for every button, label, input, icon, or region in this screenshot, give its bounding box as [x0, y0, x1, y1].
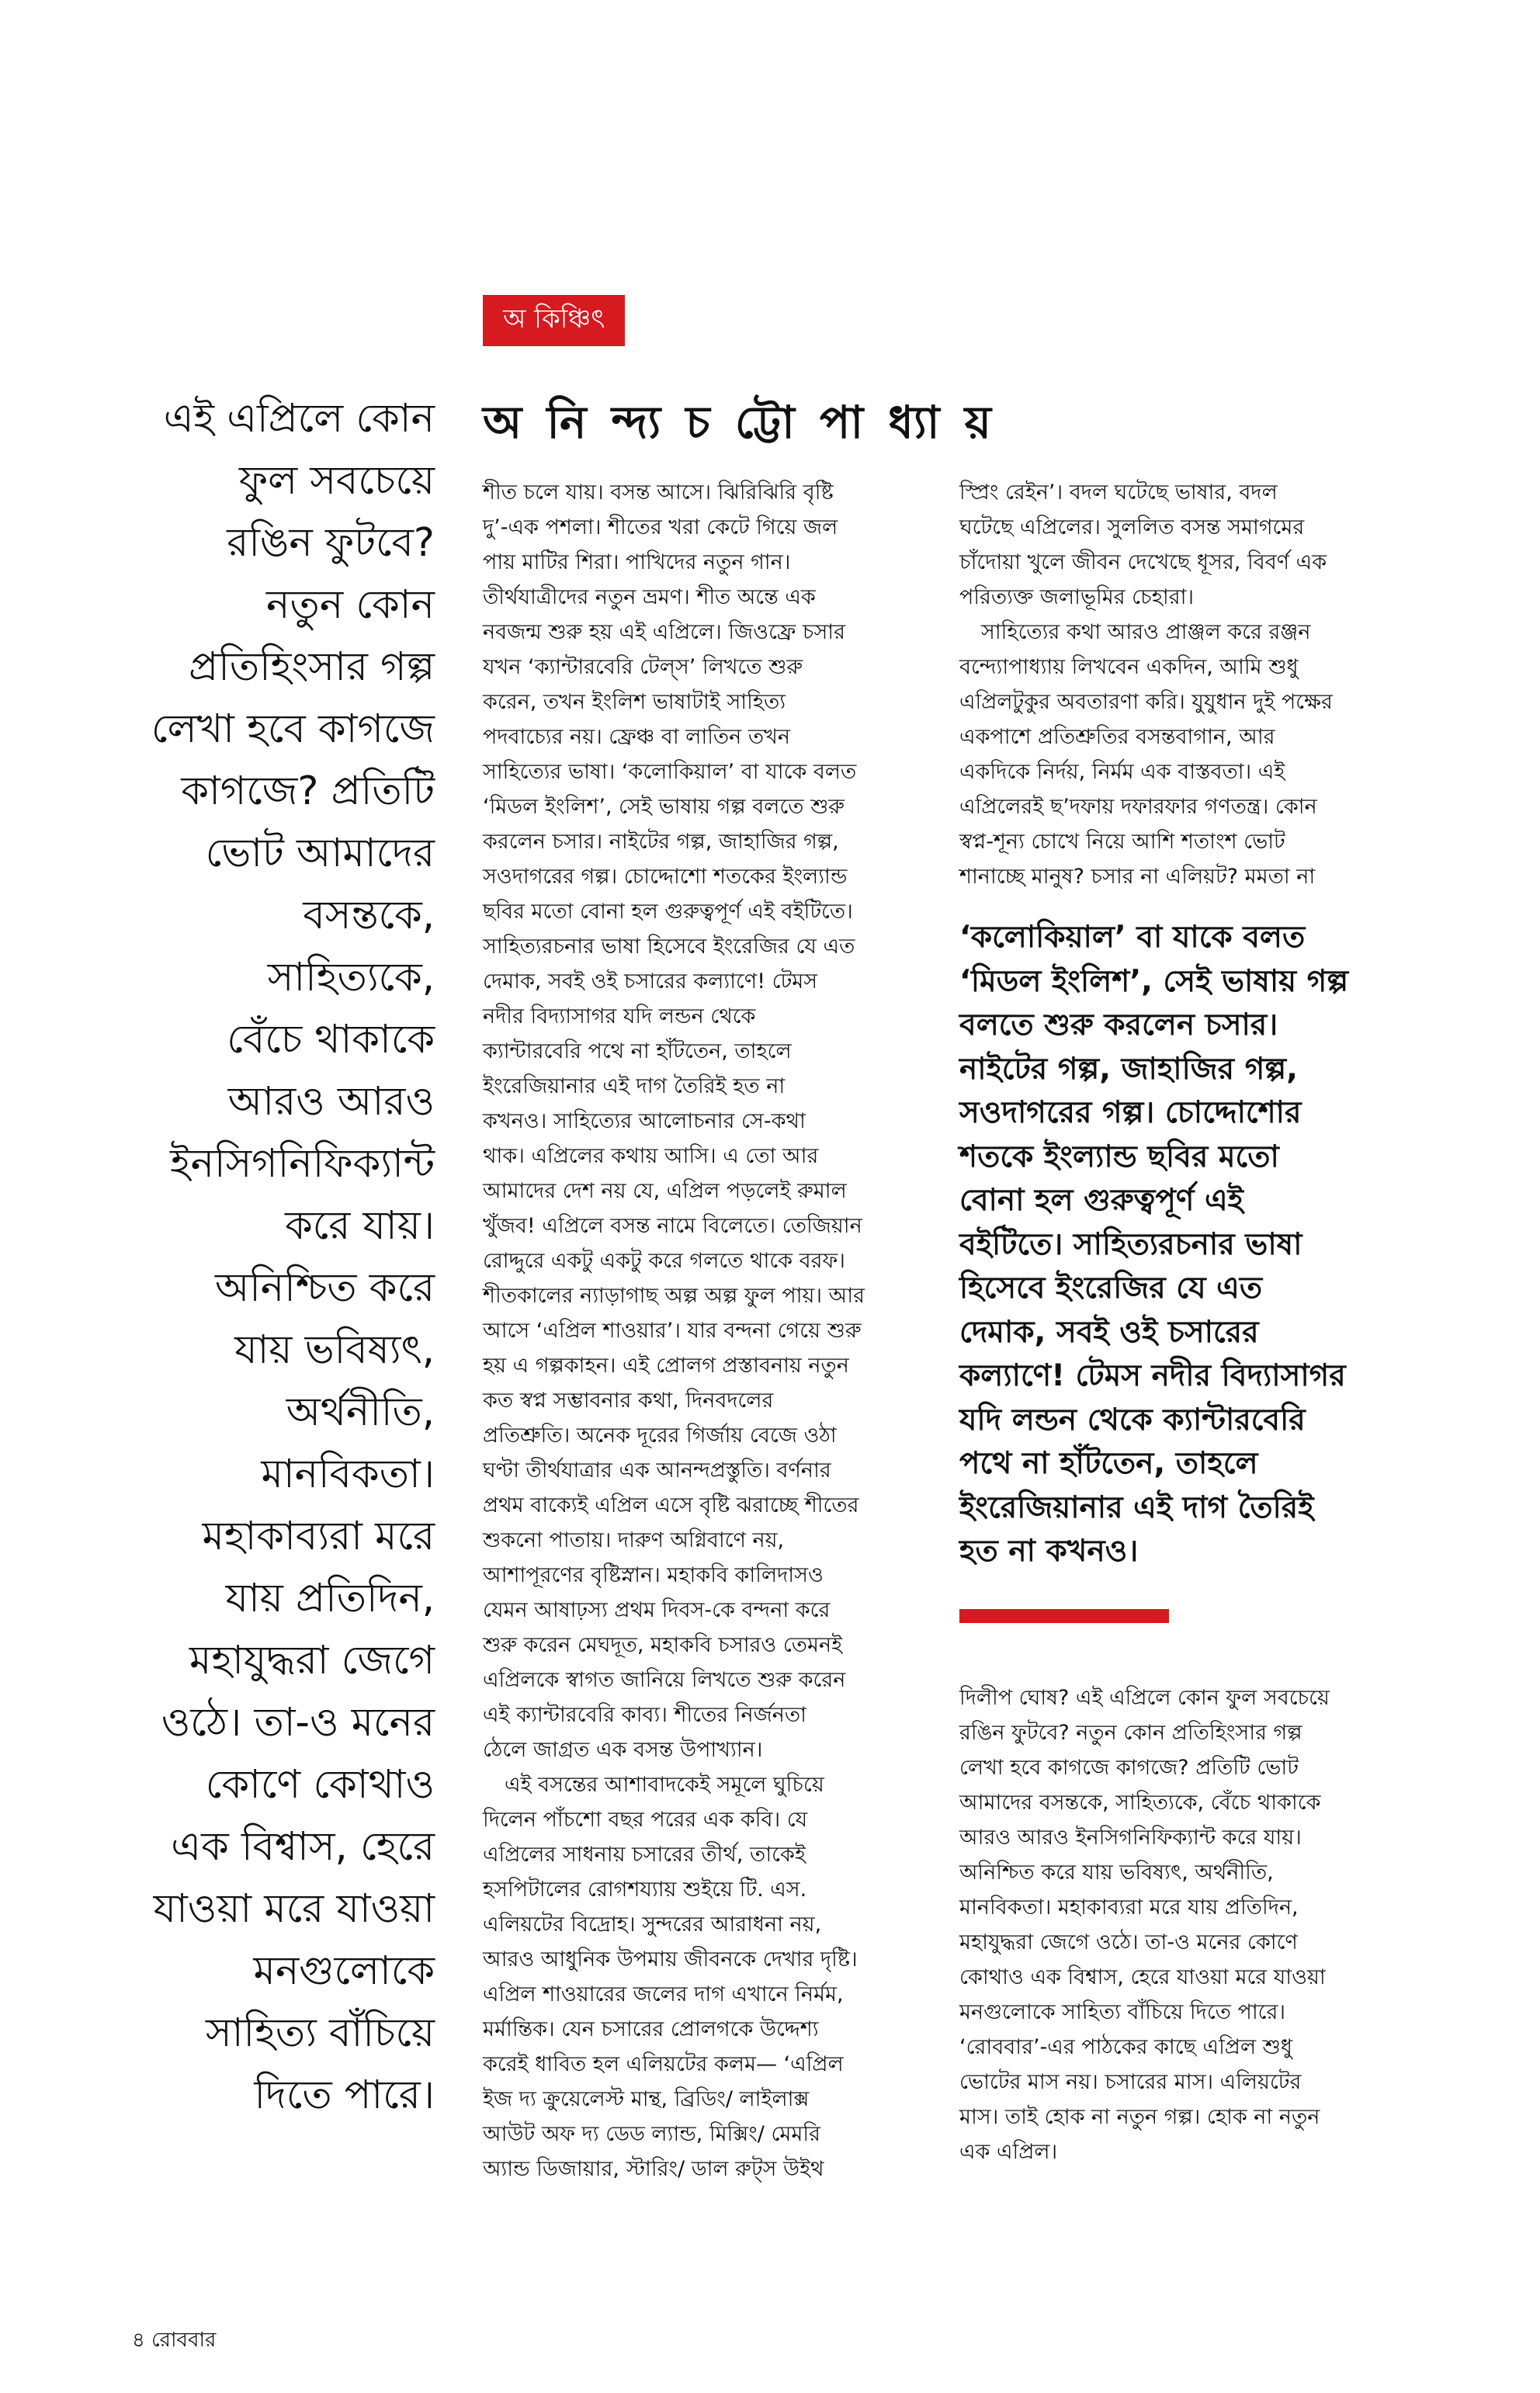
- text-line: চাঁদোয়া খুলে জীবন দেখেছে ধূসর, বিবর্ণ এক: [959, 550, 1327, 574]
- text-line: আমাদের বসন্তকে, সাহিত্যকে, বেঁচে থাকাকে: [959, 1791, 1321, 1815]
- text-line: দেমাক, সবই ওই চসারের: [959, 1314, 1259, 1350]
- text-line: থাক। এপ্রিলের কথায় আসি। এ তো আর: [483, 1144, 819, 1168]
- text-line: বলতে শুরু করলেন চসার।: [959, 1007, 1278, 1042]
- text-line: স্প্রিং রেইন’। বদল ঘটেছে ভাষার, বদল: [959, 480, 1278, 505]
- text-line: ওঠে। তা-ও মনের: [161, 1700, 435, 1746]
- text-line: সাহিত্যের কথা আরও প্রাঞ্জল করে রঞ্জন: [981, 620, 1311, 644]
- text-line: দিলেন পাঁচশো বছর পরের এক কবি। যে: [483, 1808, 808, 1832]
- text-line: নদীর বিদ্যাসাগর যদি লন্ডন থেকে: [483, 1004, 756, 1028]
- text-line: হয় এ গল্পকাহন। এই প্রোলগ প্রস্তাবনায় নতুন: [483, 1354, 849, 1378]
- text-line: নাইটের গল্প, জাহাজির গল্প,: [959, 1051, 1298, 1087]
- text-line: যায় ভবিষ্যৎ,: [234, 1327, 435, 1373]
- text-line: মনগুলোকে সাহিত্য বাঁচিয়ে দিতে পারে।: [959, 2000, 1286, 2024]
- text-line: যদি লন্ডন থেকে ক্যান্টারবেরি: [959, 1402, 1306, 1438]
- text-line: শতকে ইংল্যান্ড ছবির মতো: [959, 1139, 1279, 1174]
- text-line: সওদাগরের গল্প। চোদ্দোশো শতকের ইংল্যান্ড: [483, 865, 848, 889]
- body-column-1: [483, 475, 917, 2187]
- text-line: বন্দ্যোপাধ্যায় লিখবেন একদিন, আমি শুধু: [959, 655, 1299, 679]
- text-line: আরও আরও ইনসিগনিফিক্যান্ট করে যায়।: [959, 1826, 1302, 1850]
- text-line: একপাশে প্রতিশ্রুতির বসন্তবাগান, আর: [959, 725, 1275, 749]
- text-line: কত স্বপ্ন সম্ভাবনার কথা, দিনবদলের: [483, 1389, 774, 1413]
- pull-quote: [959, 916, 1410, 1574]
- text-line: এপ্রিলের সাধনায় চসারের তীর্থ, তাকেই: [483, 1843, 806, 1867]
- text-line: ঘণ্টা তীর্থযাত্রার এক আনন্দপ্রস্তুতি। বর্ণনার: [483, 1458, 831, 1483]
- text-line: শুরু করেন মেঘদূত, মহাকবি চসারও তেমনই: [483, 1633, 843, 1657]
- text-line: এই ক্যান্টারবেরি কাব্য। শীতের নির্জনতা: [483, 1703, 806, 1727]
- text-line: লেখা হবে কাগজে কাগজে? প্রতিটি ভোট: [959, 1756, 1299, 1780]
- text-line: ‘কলোকিয়াল’ বা যাকে বলত: [959, 920, 1306, 955]
- text-line: সাহিত্যকে,: [267, 955, 435, 1001]
- page-folio: ৪ রোববার: [132, 2329, 217, 2352]
- text-line: বসন্তকে,: [303, 893, 435, 938]
- text-line: করেই ধাবিত হল এলিয়টের কলম— ‘এপ্রিল: [483, 2052, 844, 2076]
- text-line: করলেন চসার। নাইটের গল্প, জাহাজির গল্প,: [483, 830, 839, 854]
- text-line: আরও আরও: [227, 1079, 435, 1125]
- text-line: এপ্রিলেরই ছ’দফায় দফারফার গণতন্ত্র। কোন: [959, 795, 1317, 819]
- text-line: ঠেলে জাগ্রত এক বসন্ত উপাখ্যান।: [483, 1738, 763, 1762]
- text-line: ইনসিগনিফিক্যান্ট: [170, 1141, 435, 1187]
- text-line: মহাযুদ্ধরা জেগে: [189, 1638, 435, 1684]
- text-line: কোণে কোথাও: [205, 1762, 435, 1808]
- text-line: পরিত্যক্ত জলাভূমির চেহারা।: [959, 585, 1195, 609]
- text-line: নবজন্ম শুরু হয় এই এপ্রিলে। জিওফ্রে চসার: [483, 620, 845, 644]
- text-line: তীর্থযাত্রীদের নতুন ভ্রমণ। শীত অন্তে এক: [483, 585, 816, 609]
- text-line: মনগুলোকে: [253, 1948, 435, 1994]
- text-line: ‘মিডল ইংলিশ’, সেই ভাষায় গল্প: [959, 963, 1349, 999]
- text-line: অ্যান্ড ডিজায়ার, স্টারিং/ ডাল রুট্‌স উইথ: [483, 2157, 824, 2181]
- text-line: বেঁচে থাকাকে: [227, 1017, 435, 1063]
- text-line: দিলীপ ঘোষ? এই এপ্রিলে কোন ফুল সবচেয়ে: [959, 1686, 1330, 1710]
- text-line: দিতে পারে।: [254, 2072, 435, 2118]
- text-line: মহাযুদ্ধরা জেগে ওঠে। তা-ও মনের কোণে: [959, 1930, 1298, 1954]
- text-line: হিসেবে ইংরেজির যে এত: [959, 1271, 1263, 1306]
- text-line: ‘রোববার’-এর পাঠকের কাছে এপ্রিল শুধু: [959, 2035, 1293, 2059]
- text-line: কল্যাণে! টেমস নদীর বিদ্যাসাগর: [959, 1358, 1346, 1393]
- text-line: এক এপ্রিল।: [959, 2140, 1058, 2164]
- text-line: আরও আধুনিক উপমায় জীবনকে দেখার দৃষ্টি।: [483, 1947, 858, 1972]
- text-line: সাহিত্য বাঁচিয়ে: [206, 2010, 435, 2056]
- text-line: ফুল সবচেয়ে: [238, 458, 435, 504]
- text-line: শীত চলে যায়। বসন্ত আসে। ঝিরিঝিরি বৃষ্টি: [483, 480, 834, 505]
- side-quote: [132, 388, 435, 2127]
- text-line: সাহিত্যরচনার ভাষা হিসেবে ইংরেজির যে এত: [483, 935, 855, 959]
- text-line: হত না কখনও।: [959, 1534, 1139, 1569]
- text-line: কাগজে? প্রতিটি: [181, 768, 435, 814]
- text-line: ছবির মতো বোনা হল গুরুত্বপূর্ণ এই বইটিতে।: [483, 900, 853, 924]
- text-line: মানবিকতা।: [261, 1451, 435, 1497]
- section-tag: অ কিঞ্চিৎ: [483, 295, 625, 346]
- text-line: ঘটেছে এপ্রিলের। সুললিত বসন্ত সমাগমের: [959, 515, 1305, 539]
- text-line: এপ্রিলটুকুর অবতারণা করি। যুযুধান দুই পক্ষের: [959, 690, 1333, 714]
- body-column-2: [959, 475, 1402, 894]
- text-line: পদবাচ্যের নয়। ফ্রেঞ্চ বা লাতিন তখন: [483, 725, 790, 749]
- text-line: বোনা হল গুরুত্বপূর্ণ এই: [959, 1183, 1243, 1218]
- text-line: কোথাও এক বিশ্বাস, হেরে যাওয়া মরে যাওয়া: [959, 1965, 1326, 1989]
- text-line: খুঁজব! এপ্রিলে বসন্ত নামে বিলেতে। তেজিয়ান: [483, 1214, 862, 1238]
- text-line: আসে ‘এপ্রিল শাওয়ার’। যার বন্দনা গেয়ে শুরু: [483, 1319, 862, 1343]
- text-line: শীতকালের ন্যাড়াগাছ অল্প অল্প ফুল পায়। আর: [483, 1284, 865, 1308]
- body-column-3: [959, 1680, 1402, 2169]
- text-line: নতুন কোন: [266, 582, 435, 628]
- text-line: করেন, তখন ইংলিশ ভাষাটাই সাহিত্য: [483, 690, 786, 714]
- text-line: মহাকাব্যরা মরে: [202, 1514, 435, 1559]
- text-line: লেখা হবে কাগজে: [151, 706, 435, 752]
- text-line: সওদাগরের গল্প। চোদ্দোশোর: [959, 1095, 1302, 1130]
- text-line: মানবিকতা। মহাকাব্যরা মরে যায় প্রতিদিন,: [959, 1895, 1299, 1920]
- text-line: মর্মান্তিক। যেন চসারের প্রোলগকে উদ্দেশ্য: [483, 2017, 819, 2041]
- text-line: মাস। তাই হোক না নতুন গল্প। হোক না নতুন: [959, 2105, 1320, 2129]
- text-line: এক বিশ্বাস, হেরে: [171, 1824, 435, 1870]
- author-name: অ নি ন্দ্য চ ট্টো পা ধ্যা য়: [483, 396, 996, 449]
- text-line: যায় প্রতিদিন,: [225, 1576, 435, 1621]
- text-line: একদিকে নির্দয়, নির্মম এক বাস্তবতা। এই: [959, 760, 1285, 784]
- text-line: ইংরেজিয়ানার এই দাগ তৈরিই হত না: [483, 1074, 786, 1098]
- text-line: যাওয়া মরে যাওয়া: [153, 1886, 435, 1932]
- text-line: অর্থনীতি,: [286, 1389, 435, 1435]
- text-line: কখনও। সাহিত্যের আলোচনার সে-কথা: [483, 1109, 806, 1133]
- text-line: আউট অফ দ্য ডেড ল্যান্ড, মিক্সিং/ মেমরি: [483, 2122, 820, 2146]
- text-line: ইংরেজিয়ানার এই দাগ তৈরিই: [959, 1490, 1314, 1525]
- text-line: সাহিত্যের ভাষা। ‘কলোকিয়াল’ বা যাকে বলত: [483, 760, 857, 784]
- text-line: হসপিটালের রোগশয্যায় শুইয়ে টি. এস.: [483, 1878, 807, 1902]
- text-line: ‘মিডল ইংলিশ’, সেই ভাষায় গল্প বলতে শুরু: [483, 795, 845, 819]
- text-line: রঙিন ফুটবে?: [227, 520, 435, 566]
- text-line: পথে না হাঁটতেন, তাহলে: [959, 1446, 1258, 1481]
- text-line: ভোটের মাস নয়। চসারের মাস। এলিয়টের: [959, 2070, 1302, 2094]
- text-line: আমাদের দেশ নয় যে, এপ্রিল পড়লেই রুমাল: [483, 1179, 847, 1203]
- text-line: রোদ্দুরে একটু একটু করে গলতে থাকে বরফ।: [483, 1249, 845, 1273]
- text-line: এই এপ্রিলে কোন: [163, 396, 435, 442]
- text-line: এপ্রিলকে স্বাগত জানিয়ে লিখতে শুরু করেন: [483, 1668, 846, 1692]
- text-line: শানাচ্ছে মানুষ? চসার না এলিয়ট? মমতা না: [959, 865, 1316, 889]
- text-line: ভোট আমাদের: [205, 831, 435, 876]
- text-line: অনিশ্চিত করে: [215, 1265, 435, 1311]
- text-line: প্রতিশ্রুতি। অনেক দূরের গির্জায় বেজে ওঠা: [483, 1424, 837, 1448]
- text-line: প্রতিহিংসার গল্প: [189, 644, 435, 690]
- text-line: স্বপ্ন-শূন্য চোখে নিয়ে আশি শতাংশ ভোট: [959, 830, 1285, 854]
- text-line: ক্যান্টারবেরি পথে না হাঁটতেন, তাহলে: [483, 1039, 792, 1063]
- text-line: দেমাক, সবই ওই চসারের কল্যাণে! টেমস: [483, 969, 818, 994]
- text-line: ইজ দ্য ক্রুয়েলেস্ট মান্থ, ব্রিডিং/ লাইলাক্স: [483, 2087, 810, 2111]
- text-line: যেমন আষাঢ়স্য প্রথম দিবস-কে বন্দনা করে: [483, 1598, 831, 1622]
- text-line: প্রথম বাক্যেই এপ্রিল এসে বৃষ্টি ঝরাচ্ছে শীতের: [483, 1493, 859, 1517]
- text-line: পায় মাটির শিরা। পাখিদের নতুন গান।: [483, 550, 791, 574]
- text-line: যখন ‘ক্যান্টারবেরি টেল্‌স’ লিখতে শুরু: [483, 655, 803, 679]
- text-line: আশাপূরণের বৃষ্টিস্নান। মহাকবি কালিদাসও: [483, 1563, 824, 1587]
- text-line: করে যায়।: [285, 1203, 435, 1249]
- text-line: দু’-এক পশলা। শীতের খরা কেটে গিয়ে জল: [483, 515, 838, 539]
- text-line: এলিয়টের বিদ্রোহ। সুন্দরের আরাধনা নয়,: [483, 1913, 822, 1937]
- text-line: শুকনো পাতায়। দারুণ অগ্নিবাণে নয়,: [483, 1528, 785, 1552]
- pull-quote-rule: [959, 1609, 1169, 1623]
- text-line: অনিশ্চিত করে যায় ভবিষ্যৎ, অর্থনীতি,: [959, 1861, 1274, 1885]
- text-line: বইটিতে। সাহিত্যরচনার ভাষা: [959, 1226, 1302, 1262]
- text-line: রঙিন ফুটবে? নতুন কোন প্রতিহিংসার গল্প: [959, 1721, 1302, 1745]
- text-line: এই বসন্তের আশাবাদকেই সমূলে ঘুচিয়ে: [505, 1773, 824, 1797]
- text-line: এপ্রিল শাওয়ারের জলের দাগ এখানে নির্মম,: [483, 1982, 844, 2006]
